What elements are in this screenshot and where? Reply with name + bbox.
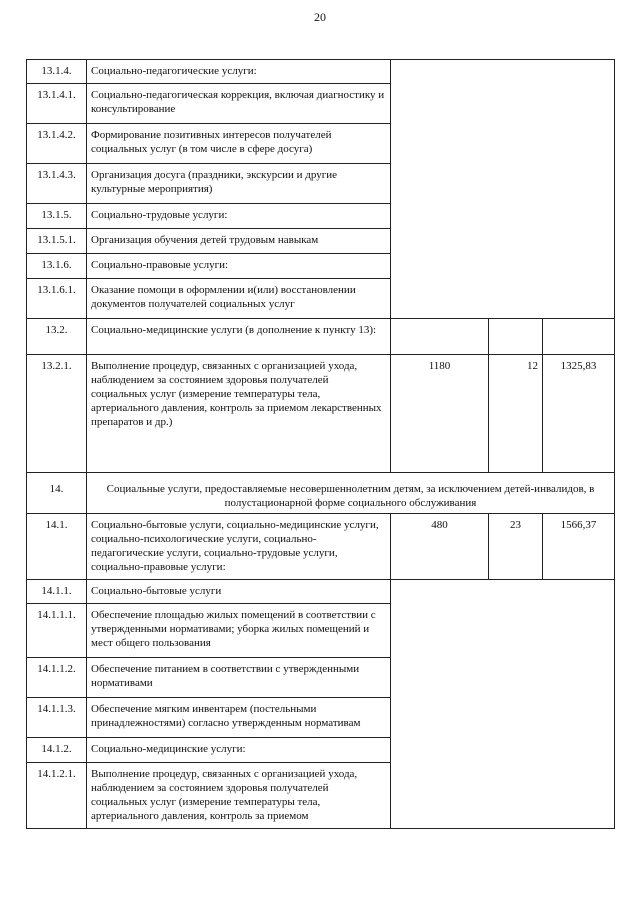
row-number: 13.1.6. — [27, 254, 87, 279]
empty-values-cell — [391, 60, 615, 319]
row-number: 14.1.1. — [27, 580, 87, 604]
row-text: Социально-медицинские услуги (в дополнение к пункту 13): — [87, 319, 391, 355]
value-cell — [391, 319, 489, 355]
row-number: 13.1.4.2. — [27, 124, 87, 164]
value-cell — [543, 319, 615, 355]
value-cell — [489, 319, 543, 355]
row-number: 14.1.1.3. — [27, 698, 87, 738]
section-title: Социальные услуги, предоставляемые несовершеннолетним детям, за исключением детей-инвалидов, в полустационарной форме социального обслуживания — [87, 473, 615, 514]
value-cell: 1325,83 — [543, 355, 615, 473]
page-number: 20 — [314, 10, 326, 24]
table-row — [27, 355, 615, 473]
row-number: 13.1.4.1. — [27, 84, 87, 124]
empty-values-cell — [391, 580, 615, 829]
table-row — [27, 514, 615, 580]
row-text: Социально-медицинские услуги: — [87, 738, 391, 763]
row-number: 13.2. — [27, 319, 87, 355]
row-text: Оказание помощи в оформлении и(или) восстановлении документов получателей социальных услуг — [87, 279, 391, 319]
row-text: Обеспечение питанием в соответствии с утвержденными нормативами — [87, 658, 391, 698]
row-text: Социально-педагогические услуги: — [87, 60, 391, 84]
row-number: 14.1.1.1. — [27, 604, 87, 658]
row-number: 13.2.1. — [27, 355, 87, 473]
row-number: 14.1. — [27, 514, 87, 580]
row-number: 14.1.2. — [27, 738, 87, 763]
row-number: 14.1.1.2. — [27, 658, 87, 698]
table-row — [27, 319, 615, 355]
row-text: Организация досуга (праздники, экскурсии и другие культурные мероприятия) — [87, 164, 391, 204]
row-text: Социально-правовые услуги: — [87, 254, 391, 279]
row-text: Социально-педагогическая коррекция, включая диагностику и консультирование — [87, 84, 391, 124]
row-text: Обеспечение площадью жилых помещений в соответствии с утвержденными нормативами; уборка жилых помещений и мест общего пользования — [87, 604, 391, 658]
value-cell: 12 — [489, 355, 543, 473]
value-cell: 1180 — [391, 355, 489, 473]
row-text: Организация обучения детей трудовым навыкам — [87, 229, 391, 254]
row-text: Социально-бытовые услуги, социально-медицинские услуги, социально-психологические услуги, социально-педагогические услуги, социально-трудовые услуги, социально-правовые услуги: — [87, 514, 391, 580]
value-cell: 23 — [489, 514, 543, 580]
value-cell: 480 — [391, 514, 489, 580]
row-number: 14. — [27, 473, 87, 514]
row-text: Обеспечение мягким инвентарем (постельными принадлежностями) согласно утвержденным нормативам — [87, 698, 391, 738]
table-row — [27, 60, 615, 84]
row-number: 13.1.5. — [27, 204, 87, 229]
table-row — [27, 580, 615, 604]
row-text: Социально-трудовые услуги: — [87, 204, 391, 229]
value-cell: 1566,37 — [543, 514, 615, 580]
row-number: 13.1.5.1. — [27, 229, 87, 254]
row-number: 14.1.2.1. — [27, 763, 87, 829]
table-row — [27, 473, 615, 514]
row-text: Выполнение процедур, связанных с организацией ухода, наблюдением за состоянием здоровья получателей социальных услуг (измерение температуры тела, артериального давления, контроль за приемом лекарственных препаратов и др.) — [87, 355, 391, 473]
row-text: Социально-бытовые услуги — [87, 580, 391, 604]
row-text: Формирование позитивных интересов получателей социальных услуг (в том числе в сфере досуга) — [87, 124, 391, 164]
row-text: Выполнение процедур, связанных с организацией ухода, наблюдением за состоянием здоровья получателей социальных услуг (измерение температуры тела, артериального давления, контроль за приемом — [87, 763, 391, 829]
row-number: 13.1.4.3. — [27, 164, 87, 204]
services-table — [26, 59, 615, 829]
row-number: 13.1.6.1. — [27, 279, 87, 319]
row-number: 13.1.4. — [27, 60, 87, 84]
